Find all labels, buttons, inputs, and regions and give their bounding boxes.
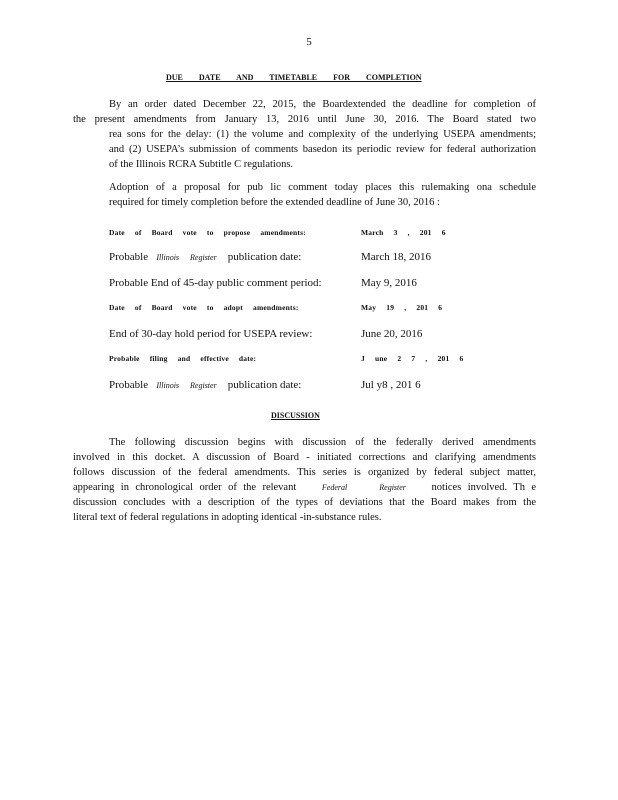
schedule-label: Date of Board vote to propose amendments: [109, 228, 306, 237]
label-text: publication date: [227, 251, 302, 263]
section-heading-discussion: DISCUSSION [271, 411, 320, 420]
schedule-label [109, 379, 301, 391]
schedule-row [109, 328, 439, 342]
label-italic: Illinois [156, 253, 180, 262]
schedule-date: May 9, 2016 [361, 277, 417, 289]
label-text: Probable [109, 251, 149, 263]
label-text: Probable [109, 379, 149, 391]
schedule-row [109, 251, 439, 265]
text-line: discussion concludes with a description of the types of deviations that the Board makes from the [73, 497, 536, 508]
text-line: and (2) USEPA’s submission of comments basedon its periodic review for federal authorization [109, 144, 536, 155]
schedule-row [109, 303, 443, 317]
schedule-date: June 20, 2016 [361, 328, 423, 340]
text-line: Adoption of a proposal for pub lic comment today places this rulemaking ona schedule [109, 182, 536, 193]
schedule-row [109, 379, 439, 393]
text-italic: Register [379, 483, 406, 492]
label-italic: Register [190, 381, 217, 390]
schedule-date: J une 2 7 , 201 6 [361, 354, 464, 363]
schedule-date: March 18, 2016 [361, 251, 431, 263]
text-line: The following discussion begins with discussion of the federally derived amendments [109, 437, 536, 448]
text-fragment: appearing in chronological order of the relevant [73, 482, 297, 493]
schedule-label: Probable End of 45-day public comment period: [109, 277, 322, 289]
schedule-label: End of 30-day hold period for USEPA review: [109, 328, 313, 340]
paragraph-deadline-extension [73, 97, 536, 172]
label-text: publication date: [227, 379, 302, 391]
label-italic: Register [190, 253, 217, 262]
schedule-row [109, 354, 464, 368]
schedule-label: Probable filing and effective date: [109, 354, 257, 363]
text-line: of the Illinois RCRA Subtitle C regulations. [109, 159, 294, 170]
text-line: rea sons for the delay: (1) the volume and complexity of the underlying USEPA amendments; [109, 129, 536, 140]
label-italic: Illinois [156, 381, 180, 390]
text-line: By an order dated December 22, 2015, the Boardextended the deadline for completion of [109, 99, 536, 110]
schedule-row [109, 277, 439, 291]
text-line: literal text of federal regulations in adopting identical -in-substance rules. [73, 512, 382, 523]
text-line: required for timely completion before the extended deadline of June 30, 2016 : [109, 197, 440, 208]
text-fragment: notices involved. Th e [431, 482, 537, 493]
text-line: follows discussion of the federal amendments. This series is organized by federal subject matter, [73, 467, 536, 478]
text-line: the present amendments from January 13, 2016 until June 30, 2016. The Board stated two [73, 114, 536, 125]
paragraph-schedule-intro [73, 180, 536, 210]
schedule-label: Date of Board vote to adopt amendments: [109, 303, 299, 312]
text-line: involved in this docket. A discussion of Board - initiated corrections and clarifying amendments [73, 452, 536, 463]
text-line [73, 480, 536, 495]
paragraph-discussion [73, 435, 536, 525]
text-italic: Federal [321, 483, 348, 492]
schedule-date: March 3 , 201 6 [361, 228, 446, 237]
schedule-date: Jul y8 , 201 6 [361, 379, 421, 391]
schedule-date: May 19 , 201 6 [361, 303, 443, 312]
section-heading-due-date: DUE DATE AND TIMETABLE FOR COMPLETION [166, 73, 422, 82]
schedule-label [109, 251, 301, 263]
page-number: 5 [306, 36, 312, 48]
schedule-row [109, 228, 446, 242]
